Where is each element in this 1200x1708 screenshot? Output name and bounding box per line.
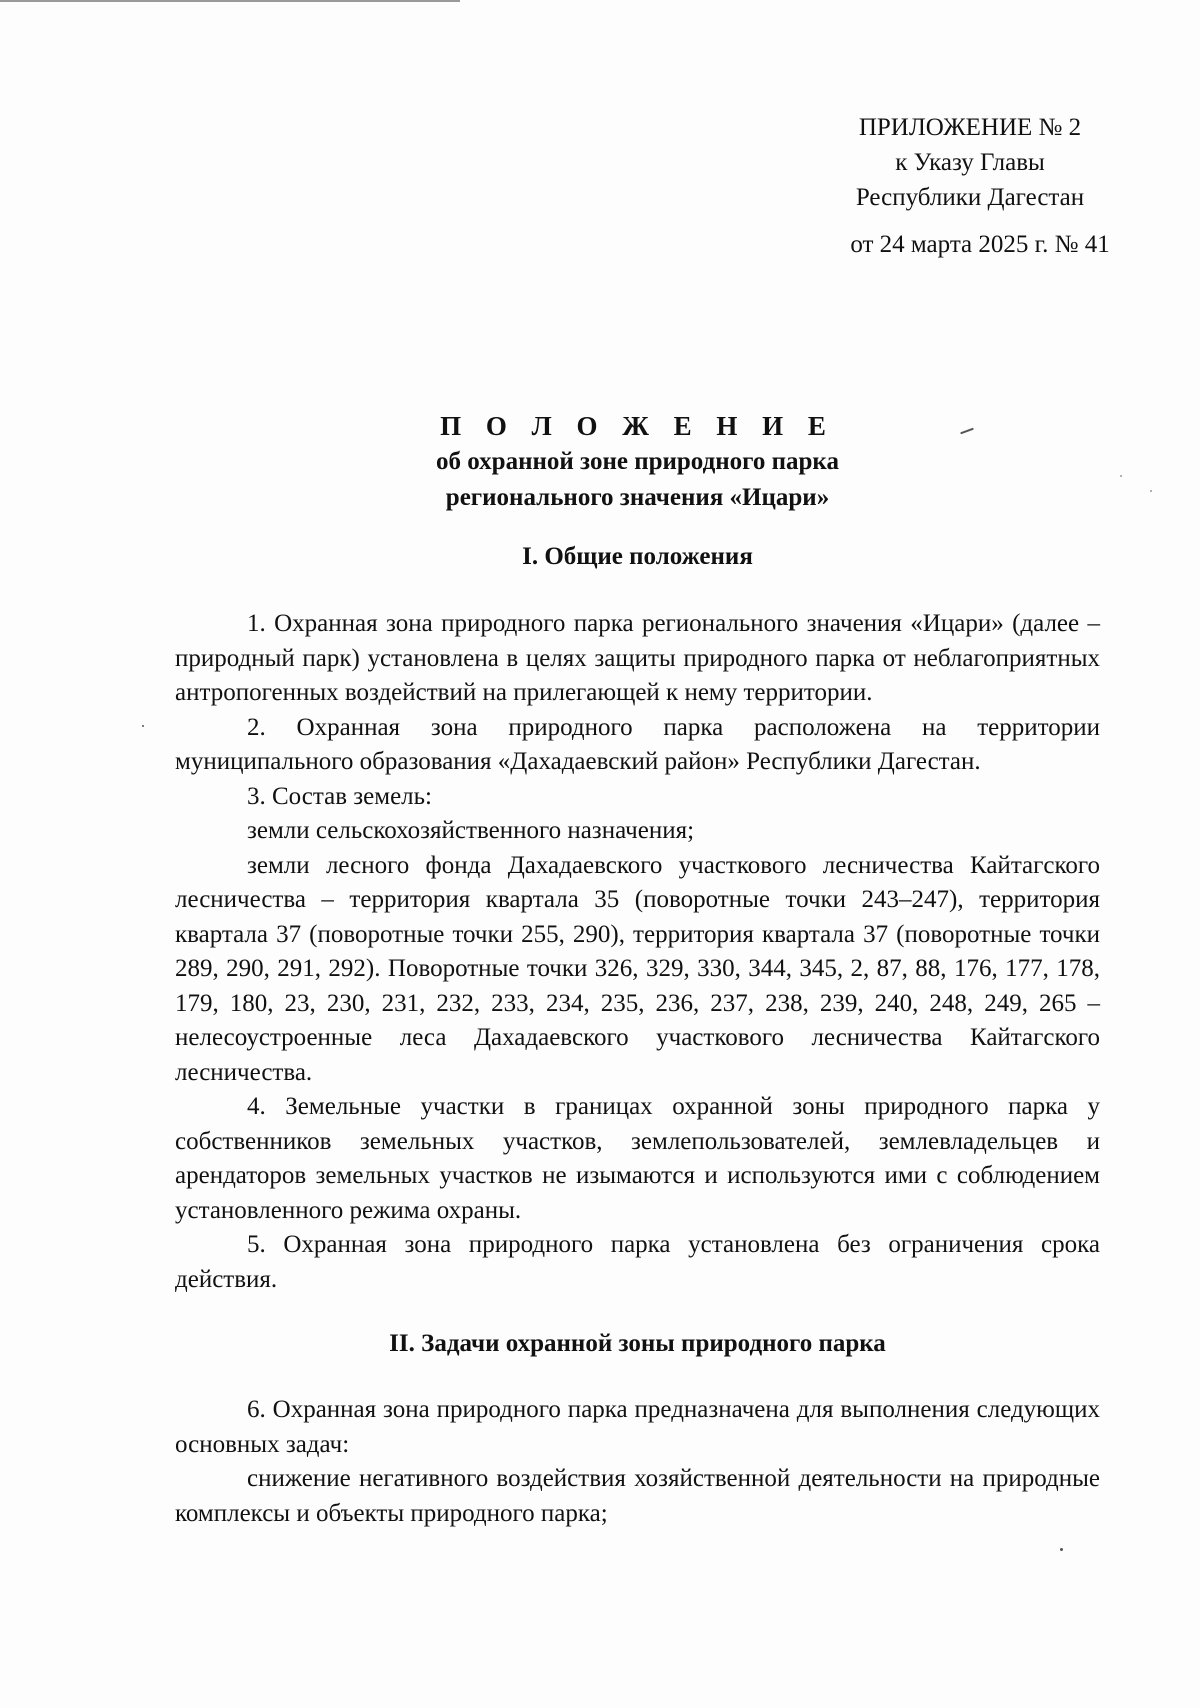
scan-speck <box>1060 1548 1063 1551</box>
paragraph: 4. Земельные участки в границах охранной зоны природного парка у собственников земельных участков, землепользователей, землевладельцев и арендаторов земельных участков не изымаются и используются ими с соблюдением установленного режима охраны. <box>175 1093 1100 1224</box>
paragraph: 3. Состав земель: <box>247 782 432 810</box>
appendix-republic: Республики Дагестан <box>855 184 1085 211</box>
appendix-decree-ref: к Указу Главы <box>895 149 1045 176</box>
scan-edge-line <box>0 0 460 2</box>
paragraph: 6. Охранная зона природного парка предназначена для выполнения следующих основных задач: <box>175 1396 1100 1458</box>
document-title: П О Л О Ж Е Н И Е <box>440 411 835 441</box>
document-subtitle-line-2: регионального значения «Ицари» <box>445 484 830 511</box>
scan-speck <box>1120 475 1122 477</box>
paragraph: 5. Охранная зона природного парка установлена без ограничения срока действия. <box>175 1231 1100 1293</box>
section-body-tasks <box>175 1393 1100 1531</box>
appendix-date: от 24 марта 2025 г. № 41 <box>850 231 1110 258</box>
appendix-number: ПРИЛОЖЕНИЕ № 2 <box>858 114 1082 141</box>
paragraph: земли лесного фонда Дахадаевского участкового лесничества Кайтагского лесничества – территория квартала 35 (поворотные точки 243–247), территория квартала 37 (поворотные точки 255, 290), территория квартала 37 (поворотные точки 289, 290, 291, 292). Поворотные точки 326, 329, 330, 344, 345, 2, 87, 88, 176, 177, 178, 179, 180, 23, 230, 231, 232, 233, 234, 235, 236, 237, 238, 239, 240, 248, 249, 265 – нелесоустроенные леса Дахадаевского участкового лесничества Кайтагского лесничества. <box>175 851 1100 1086</box>
appendix-header <box>820 110 1120 262</box>
section-heading-general: I. Общие положения <box>522 543 753 570</box>
section-body-general <box>175 607 1100 1297</box>
scan-speck <box>142 725 144 727</box>
paragraph: земли сельскохозяйственного назначения; <box>247 817 695 844</box>
document-subtitle-line-1: об охранной зоне природного парка <box>436 448 839 475</box>
document-title-block <box>175 408 1100 516</box>
paragraph: 1. Охранная зона природного парка регионального значения «Ицари» (далее – природный парк) установлена в целях защиты природного парка от неблагоприятных антропогенных воздействий на прилегающей к нему территории. <box>175 610 1100 706</box>
section-heading-tasks: II. Задачи охранной зоны природного парка <box>389 1330 886 1357</box>
paragraph: снижение негативного воздействия хозяйственной деятельности на природные комплексы и объекты природного парка; <box>175 1465 1100 1527</box>
paragraph: 2. Охранная зона природного парка расположена на территории муниципального образования «Дахадаевский район» Республики Дагестан. <box>175 713 1100 775</box>
scan-speck <box>1150 490 1152 492</box>
